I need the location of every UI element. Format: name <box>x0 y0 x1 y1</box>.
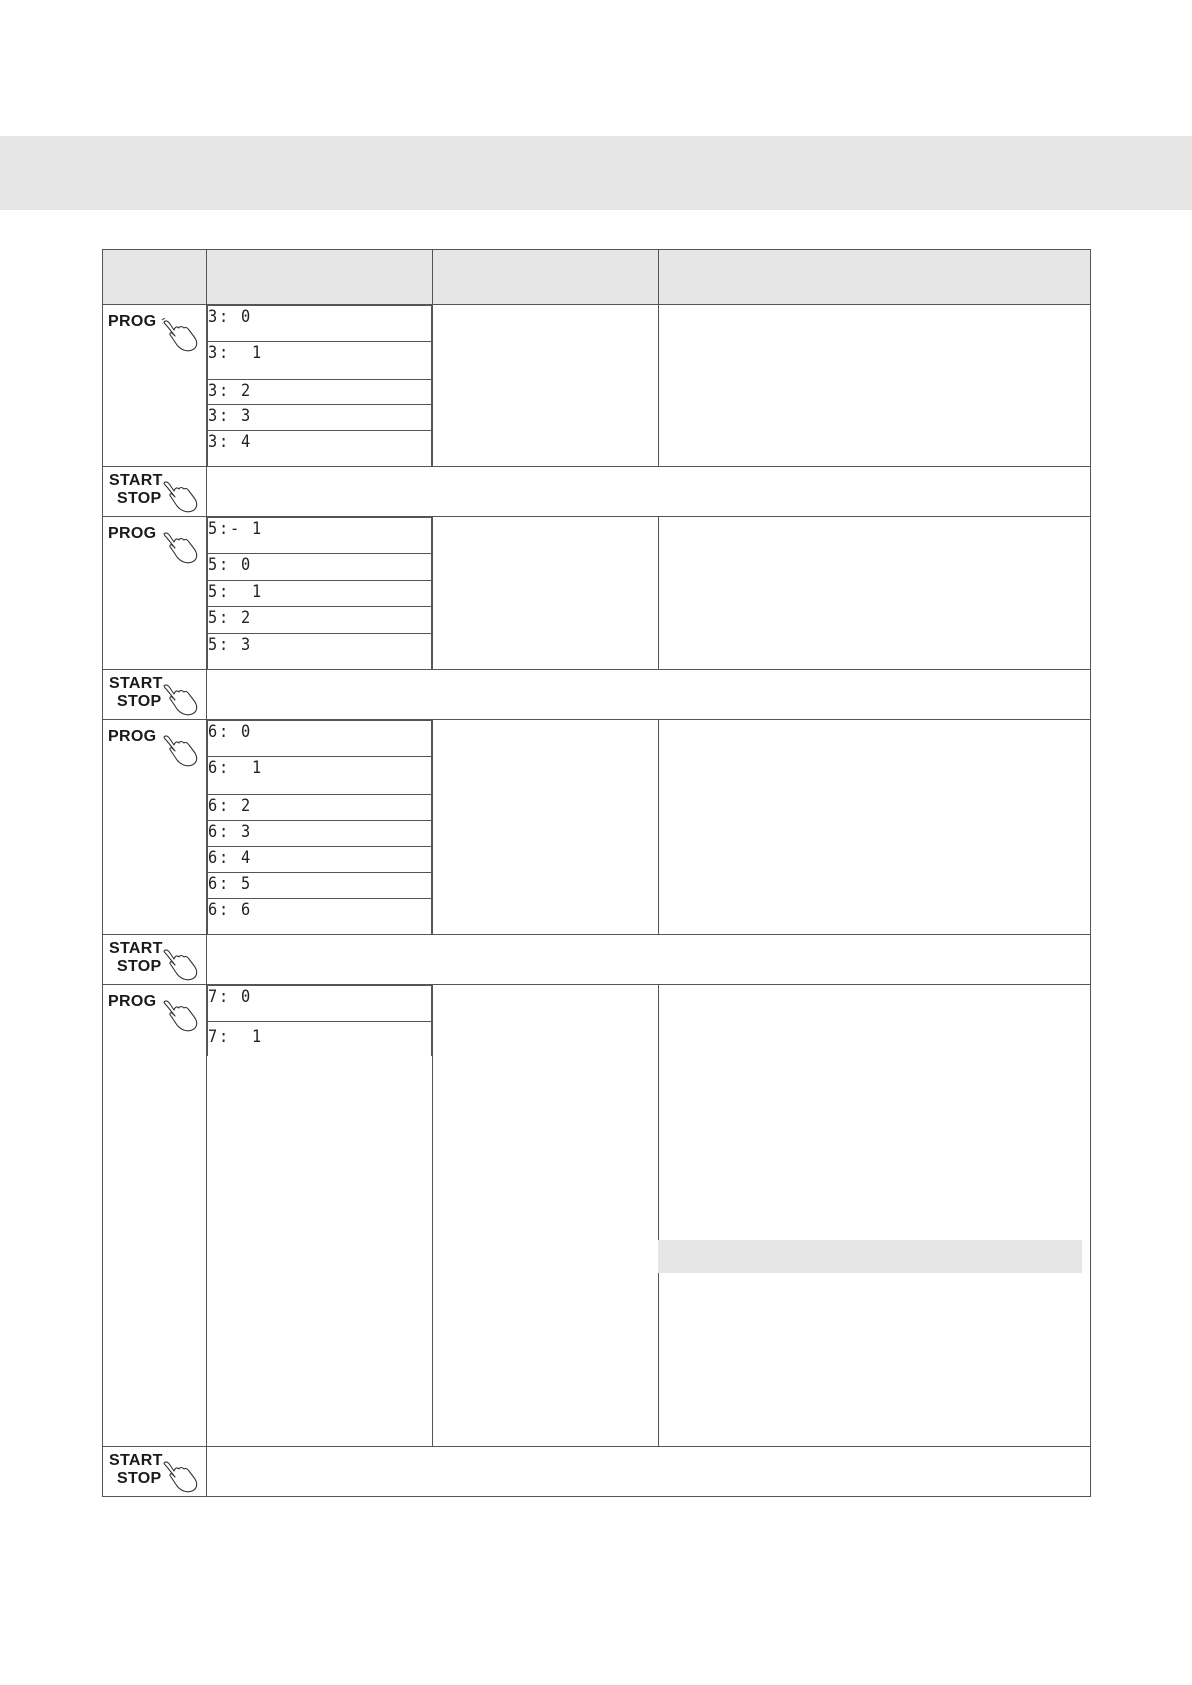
code-5-m1: 5:- 1 <box>208 519 264 539</box>
code-row <box>208 518 432 554</box>
header-cell-button <box>103 250 207 305</box>
start-label: START <box>109 940 163 957</box>
stop-label: STOP <box>117 693 162 710</box>
code-3-1: 3: 1 <box>208 343 264 363</box>
section-5-codes <box>207 517 432 669</box>
start-stop-button-cell <box>103 670 207 720</box>
prog-button-label: PROG <box>108 728 157 745</box>
settings-table <box>102 249 1091 1497</box>
code-row <box>208 899 432 935</box>
code-row <box>208 821 432 847</box>
section-3-row <box>103 305 1091 467</box>
section-7-codes-cell <box>207 985 433 1447</box>
note-highlight-bar <box>658 1240 1082 1273</box>
confirm-row-7 <box>103 1447 1091 1497</box>
code-5-3: 5: 3 <box>208 635 253 655</box>
confirm-row-5 <box>103 670 1091 720</box>
code-5-0: 5: 0 <box>208 555 253 575</box>
code-6-6: 6: 6 <box>208 900 253 920</box>
section-6-description-cell <box>659 720 1091 935</box>
start-label: START <box>109 1452 163 1469</box>
header-cell-description <box>659 250 1091 305</box>
section-5-description-cell <box>659 517 1091 670</box>
section-7-codes <box>207 985 432 1056</box>
start-stop-button-cell <box>103 1447 207 1497</box>
code-7-1: 7: 1 <box>208 1027 264 1047</box>
code-row <box>208 847 432 873</box>
prog-button-cell <box>103 305 207 467</box>
hand-pointer-icon <box>162 998 200 1032</box>
section-6-codes-cell <box>207 720 433 935</box>
code-row <box>208 873 432 899</box>
prog-button[interactable] <box>106 990 201 1034</box>
header-banner <box>0 136 1192 210</box>
confirm-row-7-text <box>207 1447 1091 1497</box>
section-3-setting-cell <box>433 305 659 467</box>
prog-button-label: PROG <box>108 313 157 330</box>
start-label: START <box>109 675 163 692</box>
hand-pointer-icon <box>162 733 200 767</box>
start-stop-button-cell <box>103 935 207 985</box>
prog-button[interactable] <box>106 725 201 769</box>
code-row <box>208 1022 432 1057</box>
section-5-row <box>103 517 1091 670</box>
code-5-2: 5: 2 <box>208 608 253 628</box>
confirm-row-3-text <box>207 467 1091 517</box>
section-7-row <box>103 985 1091 1447</box>
start-stop-button[interactable] <box>106 471 201 513</box>
confirm-row-5-text <box>207 670 1091 720</box>
hand-pointer-icon <box>162 479 200 513</box>
table-header-row <box>103 250 1091 305</box>
prog-button-label: PROG <box>108 525 157 542</box>
section-7-description-cell <box>659 985 1091 1447</box>
code-row <box>208 757 432 795</box>
code-3-0: 3: 0 <box>208 307 253 327</box>
section-5-setting-cell <box>433 517 659 670</box>
hand-pointer-icon <box>162 947 200 981</box>
start-stop-button[interactable] <box>106 674 201 716</box>
code-3-4: 3: 4 <box>208 432 253 452</box>
code-row <box>208 380 432 405</box>
code-6-2: 6: 2 <box>208 796 253 816</box>
prog-button[interactable] <box>106 522 201 566</box>
start-stop-button-cell <box>103 467 207 517</box>
code-6-1: 6: 1 <box>208 758 264 778</box>
section-6-row <box>103 720 1091 935</box>
start-label: START <box>109 472 163 489</box>
code-row <box>208 721 432 757</box>
hand-pointer-icon <box>162 1459 200 1493</box>
header-cell-display <box>207 250 433 305</box>
section-3-codes <box>207 305 432 466</box>
code-6-4: 6: 4 <box>208 848 253 868</box>
code-row <box>208 795 432 821</box>
code-row <box>208 581 432 607</box>
code-row <box>208 306 432 342</box>
section-7-setting-cell <box>433 985 659 1447</box>
stop-label: STOP <box>117 958 162 975</box>
section-5-codes-cell <box>207 517 433 670</box>
code-7-0: 7: 0 <box>208 987 253 1007</box>
code-row <box>208 986 432 1022</box>
code-row <box>208 405 432 431</box>
code-6-5: 6: 5 <box>208 874 253 894</box>
hand-pointer-icon <box>162 530 200 564</box>
stop-label: STOP <box>117 490 162 507</box>
start-stop-button[interactable] <box>106 939 201 981</box>
hand-pointer-icon <box>162 682 200 716</box>
prog-button-cell <box>103 720 207 935</box>
start-stop-button[interactable] <box>106 1451 201 1493</box>
code-5-1: 5: 1 <box>208 582 264 602</box>
hand-pointer-icon <box>162 318 200 352</box>
prog-button[interactable] <box>106 310 201 354</box>
prog-button-cell <box>103 517 207 670</box>
section-3-codes-cell <box>207 305 433 467</box>
code-row <box>208 342 432 380</box>
confirm-row-3 <box>103 467 1091 517</box>
code-3-2: 3: 2 <box>208 381 253 401</box>
confirm-row-6-text <box>207 935 1091 985</box>
stop-label: STOP <box>117 1470 162 1487</box>
code-3-3: 3: 3 <box>208 406 253 426</box>
confirm-row-6 <box>103 935 1091 985</box>
prog-button-cell <box>103 985 207 1447</box>
code-6-3: 6: 3 <box>208 822 253 842</box>
code-row <box>208 431 432 467</box>
code-row <box>208 607 432 634</box>
prog-button-label: PROG <box>108 993 157 1010</box>
header-cell-setting <box>433 250 659 305</box>
section-6-codes <box>207 720 432 934</box>
code-row <box>208 554 432 581</box>
code-row <box>208 634 432 670</box>
code-6-0: 6: 0 <box>208 722 253 742</box>
section-3-description-cell <box>659 305 1091 467</box>
section-6-setting-cell <box>433 720 659 935</box>
